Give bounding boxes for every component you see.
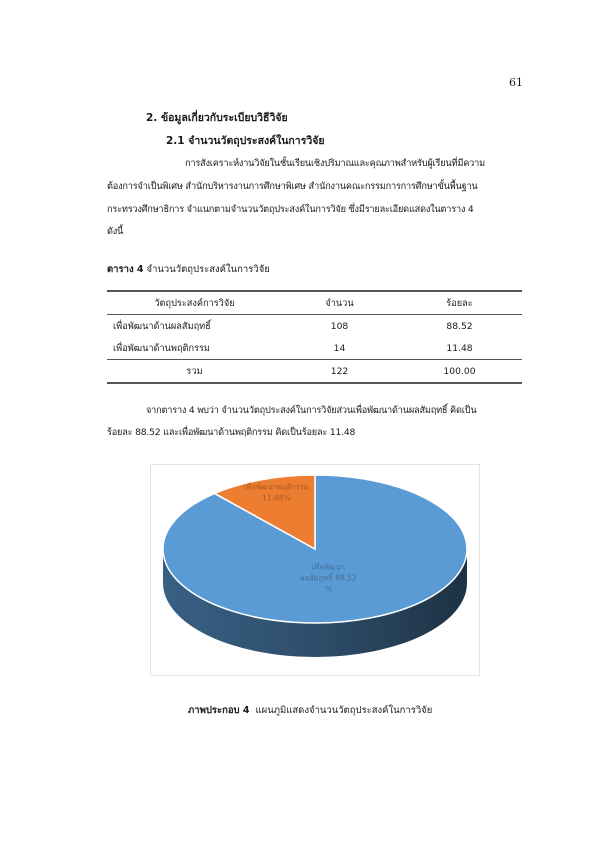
pie-data-label: ผลสัมฤทธิ์ 88.52 <box>300 573 357 583</box>
table-caption-label: ตาราง 4 <box>107 264 144 275</box>
total-label: รวม <box>107 360 282 384</box>
figure-caption <box>188 703 432 718</box>
intro-paragraph-line: การสังเคราะห์งานวิจัยในชั้นเรียนเชิงปริมาณและคุณภาพสำหรับผู้เรียนที่มีความ <box>185 158 485 169</box>
row-count: 14 <box>333 342 346 354</box>
row-label: เพื่อพัฒนาด้านพฤติกรรม <box>113 342 210 354</box>
row-label: เพื่อพัฒนาด้านผลสัมฤทธิ์ <box>113 320 211 332</box>
intro-paragraph-line: กระทรวงศึกษาธิการ จำแนกตามจำนวนวัตถุประสงค์ในการวิจัย ซึ่งมีรายละเอียดแสดงในตาราง 4 <box>107 204 474 215</box>
subsection-heading: 2.1 จำนวนวัตถุประสงค์ในการวิจัย <box>166 135 325 147</box>
page-number: 61 <box>509 76 523 89</box>
intro-paragraph-line: ดังนี้ <box>107 226 124 237</box>
summary-paragraph-line: จากตาราง 4 พบว่า จำนวนวัตถุประสงค์ในการวิจัยส่วนเพื่อพัฒนาด้านผลสัมฤทธิ์ คิดเป็น <box>146 405 477 416</box>
row-percent: 88.52 <box>446 320 473 332</box>
header-percent: ร้อยละ <box>397 291 522 315</box>
pie-data-label: เพื่อพัฒนา <box>311 562 345 572</box>
pie-data-label: 11.48% <box>262 493 291 503</box>
total-percent: 100.00 <box>397 360 522 384</box>
table-header-row <box>107 291 522 315</box>
table-caption <box>107 262 270 277</box>
table-row <box>107 337 522 360</box>
table-row <box>107 315 522 338</box>
summary-paragraph-line: ร้อยละ 88.52 และเพื่อพัฒนาด้านพฤติกรรม คิดเป็นร้อยละ 11.48 <box>107 427 356 438</box>
pie-data-label: เพื่อพัฒนาพฤติกรรม <box>243 482 309 492</box>
row-count: 108 <box>330 320 349 332</box>
row-percent: 11.48 <box>446 342 473 354</box>
total-count: 122 <box>282 360 397 384</box>
figure-caption-text: แผนภูมิแสดงจำนวนวัตถุประสงค์ในการวิจัย <box>255 705 433 716</box>
section-heading: 2. ข้อมูลเกี่ยวกับระเบียบวิธีวิจัย <box>146 112 288 124</box>
header-objective: วัตถุประสงค์การวิจัย <box>107 291 282 315</box>
header-count: จำนวน <box>282 291 397 315</box>
objectives-table <box>107 290 522 384</box>
intro-paragraph-line: ต้องการจำเป็นพิเศษ สำนักบริหารงานการศึกษาพิเศษ สำนักงานคณะกรรมการการศึกษาขั้นพื้นฐาน <box>107 181 478 192</box>
figure-caption-label: ภาพประกอบ 4 <box>188 705 250 716</box>
table-caption-text: จำนวนวัตถุประสงค์ในการวิจัย <box>146 264 270 275</box>
pie-data-label: % <box>324 584 332 594</box>
table-total-row <box>107 360 522 384</box>
pie-chart <box>151 465 479 675</box>
pie-chart-frame <box>150 464 480 676</box>
